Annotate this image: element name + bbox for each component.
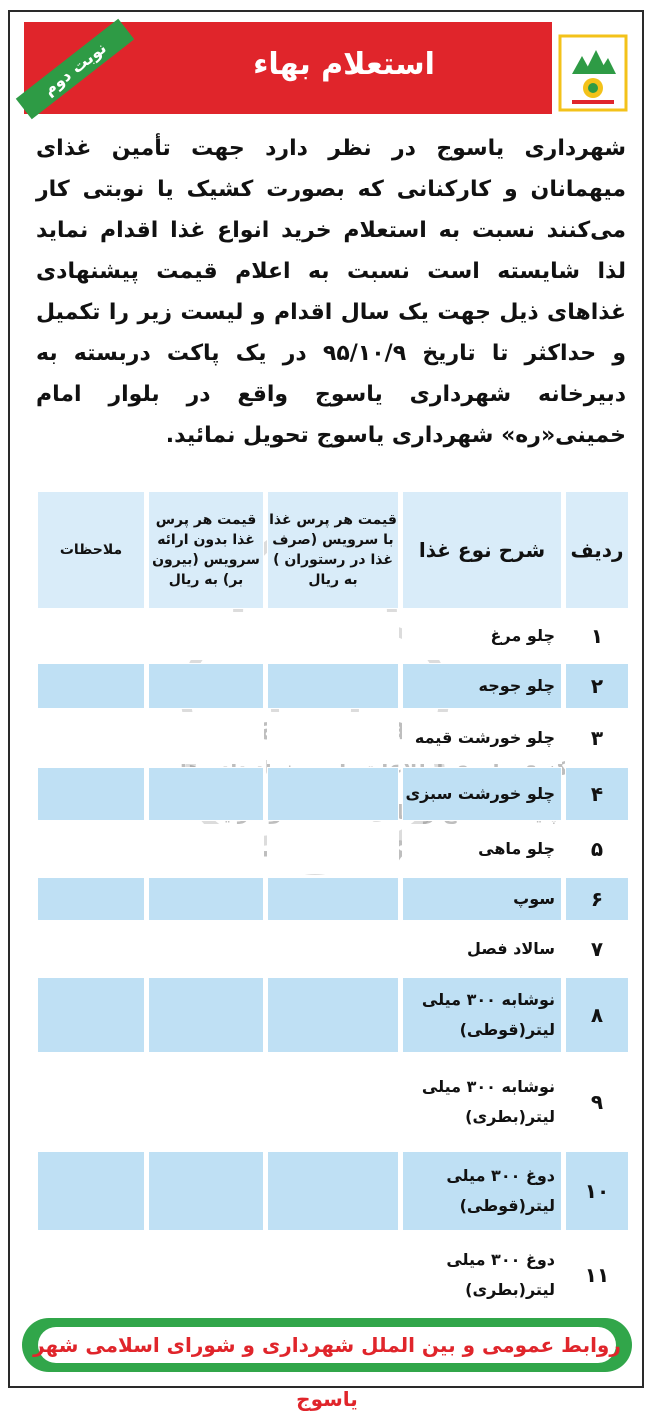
price-service-cell[interactable]	[267, 612, 399, 660]
col-header-price-service: قیمت هر پرس غذا با سرویس (صرف غذا در رستوران ) به ریال	[267, 491, 399, 609]
row-desc: چلو خورشت سبزی	[402, 767, 562, 821]
notes-cell[interactable]	[37, 1056, 145, 1148]
price-noservice-cell[interactable]	[148, 924, 264, 974]
price-noservice-cell[interactable]	[148, 1151, 264, 1231]
header-banner	[24, 22, 552, 114]
price-noservice-cell[interactable]	[148, 977, 264, 1053]
footer-banner	[22, 1318, 632, 1411]
table-row	[37, 767, 629, 821]
price-service-cell[interactable]	[267, 824, 399, 874]
notes-cell[interactable]	[37, 663, 145, 709]
price-noservice-cell[interactable]	[148, 612, 264, 660]
table-row	[37, 663, 629, 709]
notes-cell[interactable]	[37, 977, 145, 1053]
notes-cell[interactable]	[37, 1151, 145, 1231]
price-service-cell[interactable]	[267, 1056, 399, 1148]
row-number: ۷	[565, 924, 629, 974]
row-desc: چلو خورشت قیمه	[402, 712, 562, 764]
table-row	[37, 1056, 629, 1148]
price-noservice-cell[interactable]	[148, 1056, 264, 1148]
row-number: ۱۰	[565, 1151, 629, 1231]
table-row	[37, 924, 629, 974]
row-desc: چلو مرغ	[402, 612, 562, 660]
price-service-cell[interactable]	[267, 712, 399, 764]
notes-cell[interactable]	[37, 1234, 145, 1316]
row-number: ۴	[565, 767, 629, 821]
price-noservice-cell[interactable]	[148, 663, 264, 709]
price-service-cell[interactable]	[267, 663, 399, 709]
row-number: ۱	[565, 612, 629, 660]
row-number: ۲	[565, 663, 629, 709]
price-service-cell[interactable]	[267, 1234, 399, 1316]
price-service-cell[interactable]	[267, 877, 399, 921]
price-service-cell[interactable]	[267, 767, 399, 821]
table-row	[37, 712, 629, 764]
notes-cell[interactable]	[37, 824, 145, 874]
price-service-cell[interactable]	[267, 977, 399, 1053]
row-number: ۱۱	[565, 1234, 629, 1316]
price-noservice-cell[interactable]	[148, 767, 264, 821]
row-desc: نوشابه ۳۰۰ میلی لیتر(بطری)	[402, 1056, 562, 1148]
row-desc: دوغ ۳۰۰ میلی لیتر(قوطی)	[402, 1151, 562, 1231]
price-noservice-cell[interactable]	[148, 877, 264, 921]
notes-cell[interactable]	[37, 924, 145, 974]
price-noservice-cell[interactable]	[148, 712, 264, 764]
price-noservice-cell[interactable]	[148, 1234, 264, 1316]
table-row	[37, 977, 629, 1053]
price-table	[34, 488, 626, 1304]
notes-cell[interactable]	[37, 612, 145, 660]
col-header-price-noservice: قیمت هر پرس غذا بدون ارائه سرویس (بیرون بر) به ریال	[148, 491, 264, 609]
row-number: ۶	[565, 877, 629, 921]
row-desc: سوپ	[402, 877, 562, 921]
col-header-desc: شرح نوع غذا	[402, 491, 562, 609]
table-row	[37, 1234, 629, 1316]
row-number: ۵	[565, 824, 629, 874]
table-row	[37, 824, 629, 874]
row-desc: نوشابه ۳۰۰ میلی لیتر(قوطی)	[402, 977, 562, 1053]
table-row	[37, 612, 629, 660]
row-number: ۹	[565, 1056, 629, 1148]
round-ribbon: نوبت دوم	[16, 19, 134, 120]
row-desc: چلو جوجه	[402, 663, 562, 709]
col-header-row: ردیف	[565, 491, 629, 609]
municipality-logo-icon	[558, 34, 628, 112]
col-header-notes: ملاحظات	[37, 491, 145, 609]
table-row	[37, 1151, 629, 1231]
footer-text: روابط عمومی و بین الملل شهرداری و شورای اسلامی شهر یاسوج	[33, 1333, 621, 1411]
table-row	[37, 877, 629, 921]
row-desc: چلو ماهی	[402, 824, 562, 874]
notes-cell[interactable]	[37, 767, 145, 821]
price-service-cell[interactable]	[267, 924, 399, 974]
row-number: ۳	[565, 712, 629, 764]
row-desc: دوغ ۳۰۰ میلی لیتر(بطری)	[402, 1234, 562, 1316]
price-noservice-cell[interactable]	[148, 824, 264, 874]
price-service-cell[interactable]	[267, 1151, 399, 1231]
page-title: استعلام بهاء	[253, 47, 435, 82]
row-desc: سالاد فصل	[402, 924, 562, 974]
notes-cell[interactable]	[37, 877, 145, 921]
notes-cell[interactable]	[37, 712, 145, 764]
row-number: ۸	[565, 977, 629, 1053]
intro-paragraph: شهرداری یاسوج در نظر دارد جهت تأمین غذای میهمانان و کارکنانی که بصورت کشیک یا نوبتی کار می‌کنند نسبت به استعلام خرید انواع غذا اقدام نماید لذا شایسته است نسبت به اعلام قیمت پیشنهادی غذاهای ذیل جهت یک سال اقدام و لیست زیر را تکمیل و حداکثر تا تاریخ ۹۵/۱۰/۹ در یک پاکت دربسته به دبیرخانه شهرداری یاسوج واقع در بلوار امام خمینی«ره» شهرداری یاسوج تحویل نمائید.	[36, 136, 627, 448]
